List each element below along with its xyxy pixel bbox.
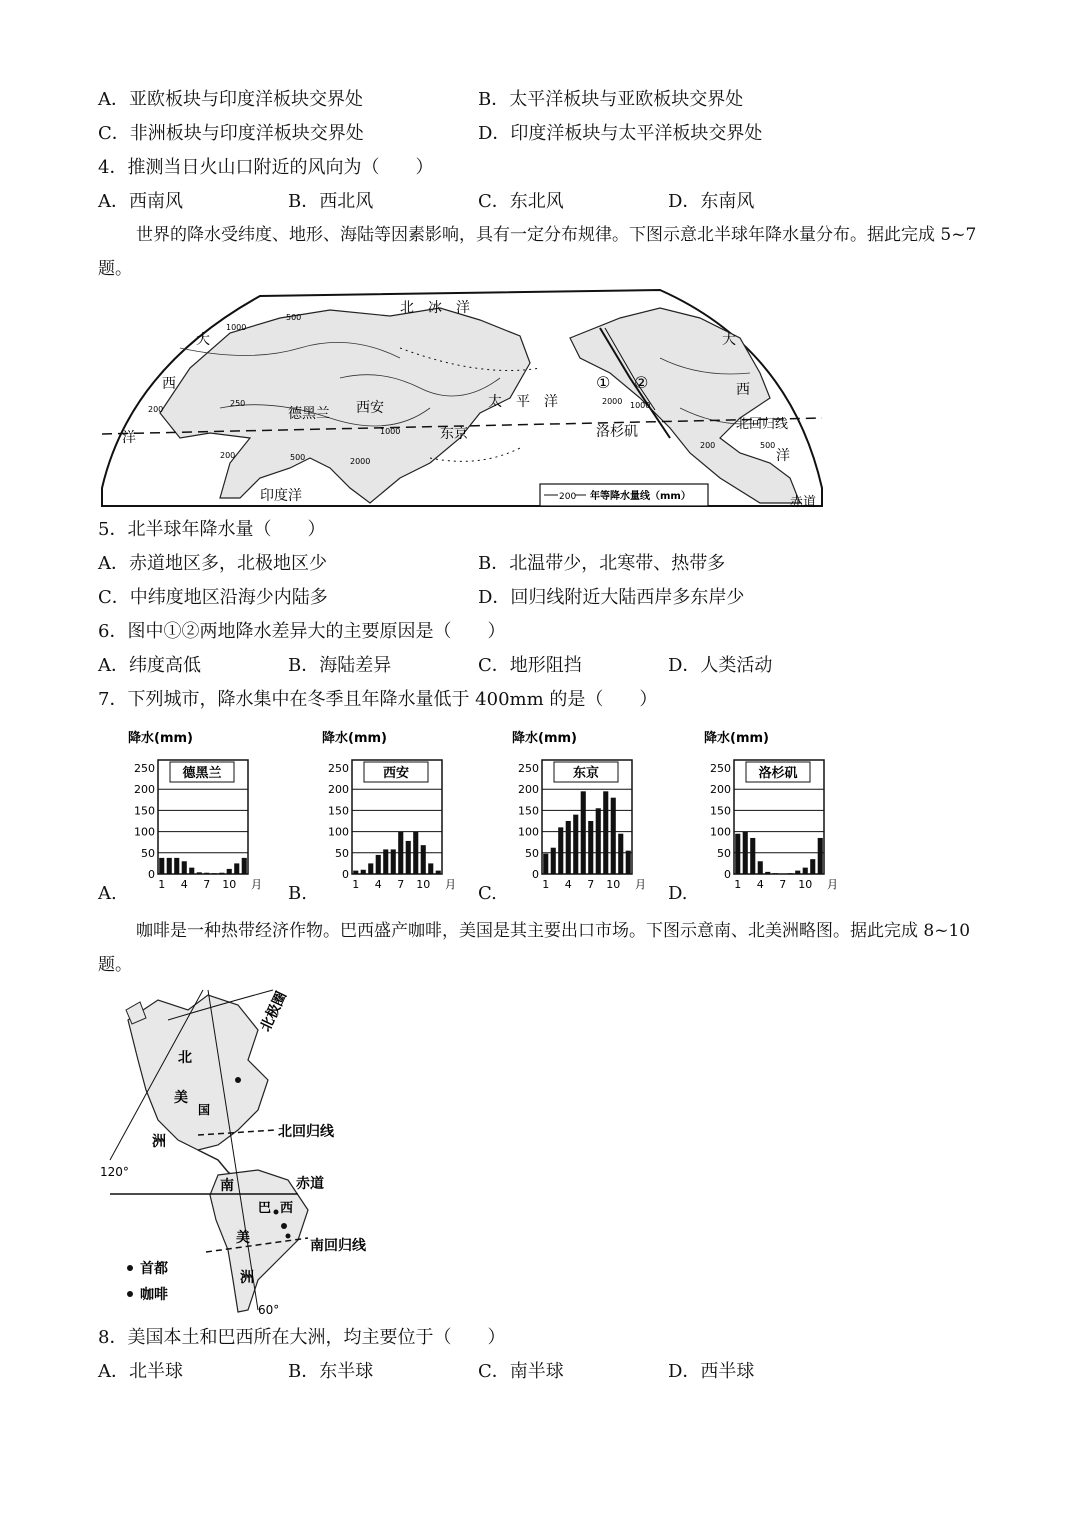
y-tick-label: 200 xyxy=(328,783,349,797)
y-tick-label: 0 xyxy=(532,868,539,881)
climate-chart-tokyo xyxy=(510,726,660,898)
intro-5-7: 世界的降水受纬度、地形、海陆等因素影响，具有一定分布规律。下图示意北半球年降水量分布。据此完成 5~7 题。 xyxy=(98,225,977,279)
chart-title: 东京 xyxy=(572,766,600,781)
y-tick-label: 250 xyxy=(710,762,731,775)
legend-text: 年等降水量线（mm） xyxy=(590,491,691,502)
equator-label: 赤道 xyxy=(296,1176,324,1192)
bar-month-4 xyxy=(758,861,763,874)
tropic-north-label: 北回归线 xyxy=(278,1124,334,1140)
x-tick-label: 10 xyxy=(222,878,237,891)
bar-month-11 xyxy=(618,834,623,874)
point-2-marker: ② xyxy=(634,373,649,392)
x-tick-label: 4 xyxy=(564,878,572,891)
capital-dot-usa xyxy=(235,1077,241,1083)
y-tick-label: 0 xyxy=(724,868,731,881)
x-axis-label: 月 xyxy=(251,878,262,891)
q5-option-b[interactable]: B．北温带少，北寒带、热带多 xyxy=(478,553,726,574)
bar-month-11 xyxy=(428,863,433,874)
legend-capital-label: 首都 xyxy=(140,1261,168,1277)
tropic-label: 北回归线 xyxy=(736,417,789,432)
bar-month-11 xyxy=(810,859,815,874)
atlantic-e-2: 西 xyxy=(736,382,750,398)
north-america-label-1: 北 xyxy=(178,1050,192,1066)
bar-month-8 xyxy=(212,873,217,874)
atlantic-w-1: 大 xyxy=(196,332,210,348)
contour-value: 2000 xyxy=(602,397,623,406)
bar-month-10 xyxy=(611,798,616,874)
bar-month-2 xyxy=(743,832,748,874)
q8-option-b[interactable]: B．东半球 xyxy=(288,1361,374,1382)
x-tick-label: 4 xyxy=(756,878,764,891)
q3-option-c[interactable]: C．非洲板块与印度洋板块交界处 xyxy=(98,123,364,144)
atlantic-w-3: 洋 xyxy=(122,430,136,446)
bar-month-10 xyxy=(421,845,426,874)
climate-chart-la xyxy=(702,726,852,898)
capital-dot-brazil xyxy=(281,1223,287,1229)
x-axis-label: 月 xyxy=(827,878,838,891)
indian-ocean-label: 印度洋 xyxy=(260,488,302,504)
contour-value: 2000 xyxy=(350,457,371,466)
bar-month-8 xyxy=(596,808,601,874)
precipitation-map xyxy=(100,288,828,512)
tropic-south-label: 南回归线 xyxy=(310,1238,366,1254)
y-tick-label: 200 xyxy=(134,783,155,797)
contour-value: 1000 xyxy=(630,401,651,410)
y-tick-label: 250 xyxy=(518,762,539,775)
y-tick-label: 100 xyxy=(710,825,731,839)
y-axis-label: 降水(mm) xyxy=(322,731,387,746)
bar-month-3 xyxy=(174,858,179,874)
bar-month-4 xyxy=(566,821,571,874)
pacific-label: 太 平 洋 xyxy=(488,394,558,410)
bar-month-10 xyxy=(227,869,232,874)
chart-title: 西安 xyxy=(382,766,410,781)
q7-option-a-letter[interactable]: A. xyxy=(98,883,117,904)
x-axis-label: 月 xyxy=(635,878,646,891)
y-tick-label: 0 xyxy=(342,868,349,881)
coffee-dot xyxy=(274,1210,279,1215)
bar-month-2 xyxy=(167,858,172,874)
bar-month-5 xyxy=(765,872,770,874)
brazil-label-2: 西 xyxy=(280,1201,294,1216)
bar-month-9 xyxy=(603,791,608,874)
q3-option-b[interactable]: B．太平洋板块与亚欧板块交界处 xyxy=(478,89,744,110)
x-tick-label: 7 xyxy=(203,878,211,891)
contour-value: 500 xyxy=(760,441,776,450)
longitude-60-label: 60° xyxy=(258,1303,280,1317)
bar-month-4 xyxy=(376,855,381,874)
legend-capital-dot xyxy=(127,1265,133,1271)
contour-value: 250 xyxy=(230,399,246,408)
bar-month-5 xyxy=(383,849,388,874)
bar-month-8 xyxy=(788,873,793,874)
x-tick-label: 10 xyxy=(798,878,813,891)
bar-month-6 xyxy=(581,791,586,874)
y-tick-label: 50 xyxy=(141,846,155,860)
y-axis-label: 降水(mm) xyxy=(128,731,193,746)
y-tick-label: 200 xyxy=(518,783,539,797)
q6-option-d[interactable]: D．人类活动 xyxy=(668,655,773,676)
bar-month-2 xyxy=(361,870,366,874)
brazil-label-1: 巴 xyxy=(258,1201,272,1216)
x-axis-label: 月 xyxy=(445,878,456,891)
q3-option-d[interactable]: D．印度洋板块与太平洋板块交界处 xyxy=(478,123,763,144)
x-tick-label: 4 xyxy=(180,878,188,891)
bar-month-5 xyxy=(189,868,194,874)
y-tick-label: 150 xyxy=(328,804,349,818)
y-tick-label: 50 xyxy=(525,846,539,860)
contour-value: 200 xyxy=(148,405,164,414)
x-tick-label: 10 xyxy=(606,878,621,891)
bar-month-6 xyxy=(391,849,396,874)
x-tick-label: 7 xyxy=(779,878,787,891)
contour-value: 500 xyxy=(290,453,306,462)
south-america-label-1: 南 xyxy=(220,1178,234,1194)
y-tick-label: 50 xyxy=(717,846,731,860)
y-tick-label: 50 xyxy=(335,846,349,860)
x-tick-label: 7 xyxy=(587,878,595,891)
bar-month-12 xyxy=(242,858,247,874)
south-america-label-2: 美 xyxy=(236,1230,250,1246)
legend-coffee-label: 咖啡 xyxy=(140,1287,168,1303)
contour-value: 200 xyxy=(700,441,716,450)
q7-option-c-letter[interactable]: C. xyxy=(478,883,497,904)
x-tick-label: 1 xyxy=(352,878,360,891)
bar-month-3 xyxy=(750,838,755,874)
y-tick-label: 200 xyxy=(710,783,731,797)
q5-option-d[interactable]: D．回归线附近大陆西岸多东岸少 xyxy=(478,587,745,608)
y-tick-label: 100 xyxy=(328,825,349,839)
usa-label-1: 美 xyxy=(174,1090,188,1106)
x-tick-label: 1 xyxy=(734,878,742,891)
y-tick-label: 150 xyxy=(134,804,155,818)
q5-stem: 5．北半球年降水量（ ） xyxy=(98,519,326,540)
bar-month-8 xyxy=(406,841,411,874)
usa-label-2: 国 xyxy=(198,1103,211,1117)
point-1-marker: ① xyxy=(596,373,611,392)
coffee-dot xyxy=(286,1234,291,1239)
bar-month-10 xyxy=(803,868,808,874)
x-tick-label: 7 xyxy=(397,878,405,891)
bar-month-1 xyxy=(159,858,164,874)
bar-month-7 xyxy=(398,832,403,874)
legend-coffee-dot xyxy=(127,1291,133,1297)
bar-month-12 xyxy=(436,871,441,874)
bar-month-7 xyxy=(204,873,209,874)
y-tick-label: 150 xyxy=(518,804,539,818)
q6-option-a[interactable]: A．纬度高低 xyxy=(98,655,201,676)
bar-month-9 xyxy=(413,832,418,874)
bar-month-1 xyxy=(735,834,740,874)
bar-month-3 xyxy=(558,827,563,874)
x-tick-label: 10 xyxy=(416,878,431,891)
atlantic-w-2: 西 xyxy=(162,376,176,392)
bar-month-11 xyxy=(234,863,239,874)
atlantic-e-3: 洋 xyxy=(776,448,790,464)
intro-8-10: 咖啡是一种热带经济作物。巴西盛产咖啡，美国是其主要出口市场。下图示意南、北美洲略图。据此完成 8~10 题。 xyxy=(98,921,971,975)
bar-month-5 xyxy=(573,815,578,874)
longitude-120-label: 120° xyxy=(100,1165,129,1179)
equator-label: 赤道 xyxy=(790,495,817,510)
contour-value: 500 xyxy=(286,313,302,322)
y-tick-label: 100 xyxy=(518,825,539,839)
x-tick-label: 4 xyxy=(374,878,382,891)
climate-chart-xian xyxy=(320,726,470,898)
y-axis-label: 降水(mm) xyxy=(704,731,769,746)
bar-month-6 xyxy=(197,872,202,874)
q4-option-d[interactable]: D．东南风 xyxy=(668,191,755,212)
atlantic-e-1: 大 xyxy=(722,332,736,348)
legend-value: 200 xyxy=(559,492,577,502)
north-america-label-2: 洲 xyxy=(152,1134,166,1150)
americas-map xyxy=(98,980,388,1320)
tehran-label: 德黑兰 xyxy=(288,406,330,422)
y-tick-label: 250 xyxy=(134,762,155,775)
q8-option-a[interactable]: A．北半球 xyxy=(98,1361,183,1382)
q4-option-a[interactable]: A．西南风 xyxy=(98,191,183,212)
xian-label: 西安 xyxy=(356,400,384,416)
bar-month-9 xyxy=(795,871,800,874)
q6-option-b[interactable]: B．海陆差异 xyxy=(288,655,392,676)
x-tick-label: 1 xyxy=(158,878,166,891)
q8-option-d[interactable]: D．西半球 xyxy=(668,1361,755,1382)
x-tick-label: 1 xyxy=(542,878,550,891)
q6-option-c[interactable]: C．地形阻挡 xyxy=(478,655,582,676)
bar-month-1 xyxy=(353,871,358,874)
q5-option-c[interactable]: C．中纬度地区沿海少内陆多 xyxy=(98,587,328,608)
y-tick-label: 150 xyxy=(710,804,731,818)
q7-option-b-letter[interactable]: B. xyxy=(288,883,307,904)
climate-chart-tehran xyxy=(126,726,276,898)
bar-month-12 xyxy=(626,851,631,874)
bar-month-3 xyxy=(368,863,373,874)
q6-stem: 6．图中①②两地降水差异大的主要原因是（ ） xyxy=(98,621,506,642)
q7-stem: 7．下列城市，降水集中在冬季且年降水量低于 400mm 的是（ ） xyxy=(98,689,658,710)
tokyo-label: 东京 xyxy=(440,426,468,442)
y-tick-label: 250 xyxy=(328,762,349,775)
q3-option-a[interactable]: A．亚欧板块与印度洋板块交界处 xyxy=(98,89,363,110)
contour-value: 1000 xyxy=(380,427,401,436)
q5-option-a[interactable]: A．赤道地区多，北极地区少 xyxy=(98,553,327,574)
bar-month-12 xyxy=(818,838,823,874)
bar-month-6 xyxy=(773,873,778,874)
q4-option-b[interactable]: B．西北风 xyxy=(288,191,374,212)
y-tick-label: 100 xyxy=(134,825,155,839)
chart-title: 洛杉矶 xyxy=(758,766,798,781)
south-america-label-3: 洲 xyxy=(240,1270,254,1286)
y-tick-label: 0 xyxy=(148,868,155,881)
q7-option-d-letter[interactable]: D. xyxy=(668,883,688,904)
bar-month-4 xyxy=(182,861,187,874)
arctic-label: 北 冰 洋 xyxy=(400,300,470,316)
bar-month-1 xyxy=(543,854,548,874)
q8-stem: 8．美国本土和巴西所在大洲，均主要位于（ ） xyxy=(98,1327,506,1348)
bar-month-9 xyxy=(219,873,224,874)
arctic-circle-label: 北极圈 xyxy=(257,989,290,1035)
q4-option-c[interactable]: C．东北风 xyxy=(478,191,564,212)
contour-value: 1000 xyxy=(226,323,247,332)
bar-month-7 xyxy=(588,821,593,874)
bar-month-2 xyxy=(551,848,556,874)
chart-title: 德黑兰 xyxy=(182,766,222,781)
contour-value: 200 xyxy=(220,451,236,460)
la-label: 洛杉矶 xyxy=(596,424,638,440)
y-axis-label: 降水(mm) xyxy=(512,731,577,746)
q8-option-c[interactable]: C．南半球 xyxy=(478,1361,564,1382)
q4-stem: 4．推测当日火山口附近的风向为（ ） xyxy=(98,157,434,178)
